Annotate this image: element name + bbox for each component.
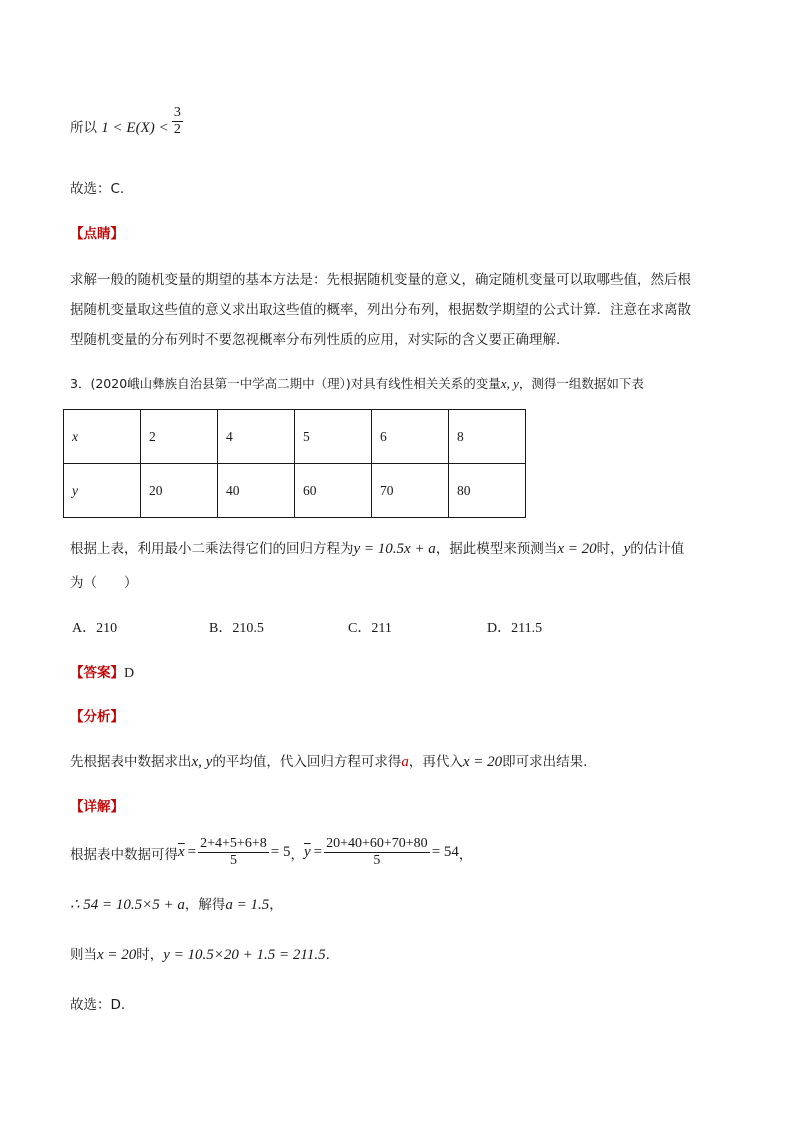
fraction-denominator: 5 — [373, 853, 381, 868]
x-value: x = 20 — [557, 541, 597, 557]
x-value: x = 20 — [97, 947, 137, 963]
table-cell: 6 — [372, 410, 449, 464]
fraction-denominator: 5 — [229, 853, 237, 868]
fenxi-line — [70, 750, 587, 771]
line-end: ， — [458, 846, 473, 863]
option-a: A．210 — [72, 621, 118, 636]
dianjing-label: 【点睛】 — [70, 226, 124, 242]
line-end: ， — [269, 897, 283, 913]
table-cell: 2 — [141, 410, 218, 464]
fraction-denominator: 2 — [173, 121, 181, 137]
option-c: C．211 — [348, 621, 392, 636]
question-body-text: ，据此模型来预测当 — [435, 541, 558, 557]
option-b: B．210.5 — [209, 621, 264, 636]
fraction-numerator: 20+40+60+70+80 — [326, 836, 428, 851]
x-bar: $\overline{x}$ — [178, 844, 185, 860]
equals-sign: = — [187, 844, 197, 860]
table-cell: 40 — [218, 464, 295, 518]
line-end: . — [325, 947, 330, 963]
solve-equation: ∴ 54 = 10.5×5 + a — [70, 897, 185, 913]
y-variable: y — [623, 541, 631, 557]
table-cell: y — [64, 464, 141, 518]
question-source: (2020峨山彝族自治县第一中学高二期中（理）) — [90, 376, 351, 391]
fenxi-text: 的平均值，代入回归方程可求得 — [212, 754, 402, 770]
fenxi-label: 【分析】 — [70, 709, 124, 725]
xiangjie-line-1 — [70, 836, 472, 869]
separator: ， — [290, 846, 304, 863]
table-cell: 80 — [449, 464, 526, 518]
xiangjie-line-2 — [70, 893, 283, 914]
fenxi-xval: x = 20 — [462, 754, 503, 770]
question-tail: ，测得一组数据如下表 — [518, 376, 644, 391]
table-cell: 60 — [295, 464, 372, 518]
xiangjie-line-3 — [70, 943, 330, 964]
regression-equation: y = 10.5x + a — [353, 541, 436, 557]
conclusion-line — [70, 104, 182, 138]
question-body-text: 时， — [596, 541, 624, 557]
question-body-line-1 — [70, 537, 684, 558]
question-body-text: 根据上表，利用最小二乘法得它们的回归方程为 — [70, 541, 354, 557]
fenxi-text: ，再代入 — [408, 754, 463, 770]
option-d: D．211.5 — [487, 621, 543, 636]
table-cell: 5 — [295, 410, 372, 464]
fenxi-text: 即可求出结果. — [502, 754, 588, 770]
table-cell: 8 — [449, 410, 526, 464]
question-vars: x, y — [500, 376, 519, 391]
dianjing-text-line-3: 型随机变量的分布列时不要忽视概率分布列性质的应用，对实际的含义要正确理解. — [70, 332, 561, 348]
answer-line — [70, 661, 134, 682]
fenxi-vars: x, y — [191, 754, 213, 770]
question-number: 3． — [70, 376, 91, 391]
ybar-result: = 54 — [431, 844, 459, 860]
fenxi-text: 先根据表中数据求出 — [70, 754, 192, 770]
xiangjie-text: 根据表中数据可得 — [70, 846, 178, 863]
ybar-fraction — [325, 836, 429, 869]
table-cell: x — [64, 410, 141, 464]
xiangjie-text: ，解得 — [184, 897, 226, 913]
conclusion-prefix: 所以 — [70, 120, 97, 136]
table-cell: 20 — [141, 464, 218, 518]
xiangjie-label: 【详解】 — [70, 799, 124, 815]
answer-value: D — [124, 666, 135, 681]
answer-label: 【答案】 — [70, 665, 124, 681]
equals-sign: = — [313, 844, 323, 860]
question-text: 对具有线性相关关系的变量 — [350, 376, 501, 391]
solve-result: a = 1.5 — [225, 897, 270, 913]
data-table — [63, 409, 526, 518]
prediction-expression: y = 10.5×20 + 1.5 = 211.5 — [163, 947, 326, 963]
y-bar: $\overline{y}$ — [303, 844, 311, 860]
fraction-numerator: 2+4+5+6+8 — [200, 836, 267, 851]
choose-line-2: 故选：D. — [70, 997, 126, 1013]
table-cell: 70 — [372, 464, 449, 518]
table-row — [64, 410, 526, 464]
choose-line-1: 故选：C. — [70, 181, 125, 197]
table-cell: 4 — [218, 410, 295, 464]
dianjing-text-line-1: 求解一般的随机变量的期望的基本方法是：先根据随机变量的意义，确定随机变量可以取哪些值，然后根 — [70, 272, 691, 288]
xiangjie-text: 则当 — [70, 947, 97, 963]
question-body-text: 的估计值 — [630, 541, 685, 557]
dianjing-text-line-2: 据随机变量取这些值的意义求出取这些值的概率，列出分布列，根据数学期望的公式计算．注意在求离散 — [70, 302, 691, 318]
fenxi-a: a — [401, 754, 409, 770]
conclusion-inequality: 1 < E(X) < — [101, 120, 169, 136]
table-row — [64, 464, 526, 518]
fraction-numerator: 3 — [173, 104, 181, 120]
fraction — [173, 105, 182, 138]
question-3-header — [70, 374, 644, 392]
xbar-result: = 5 — [270, 844, 291, 860]
question-body-line-2: 为（ ） — [70, 575, 138, 591]
xbar-fraction — [199, 836, 268, 869]
xiangjie-text: 时， — [136, 947, 164, 963]
